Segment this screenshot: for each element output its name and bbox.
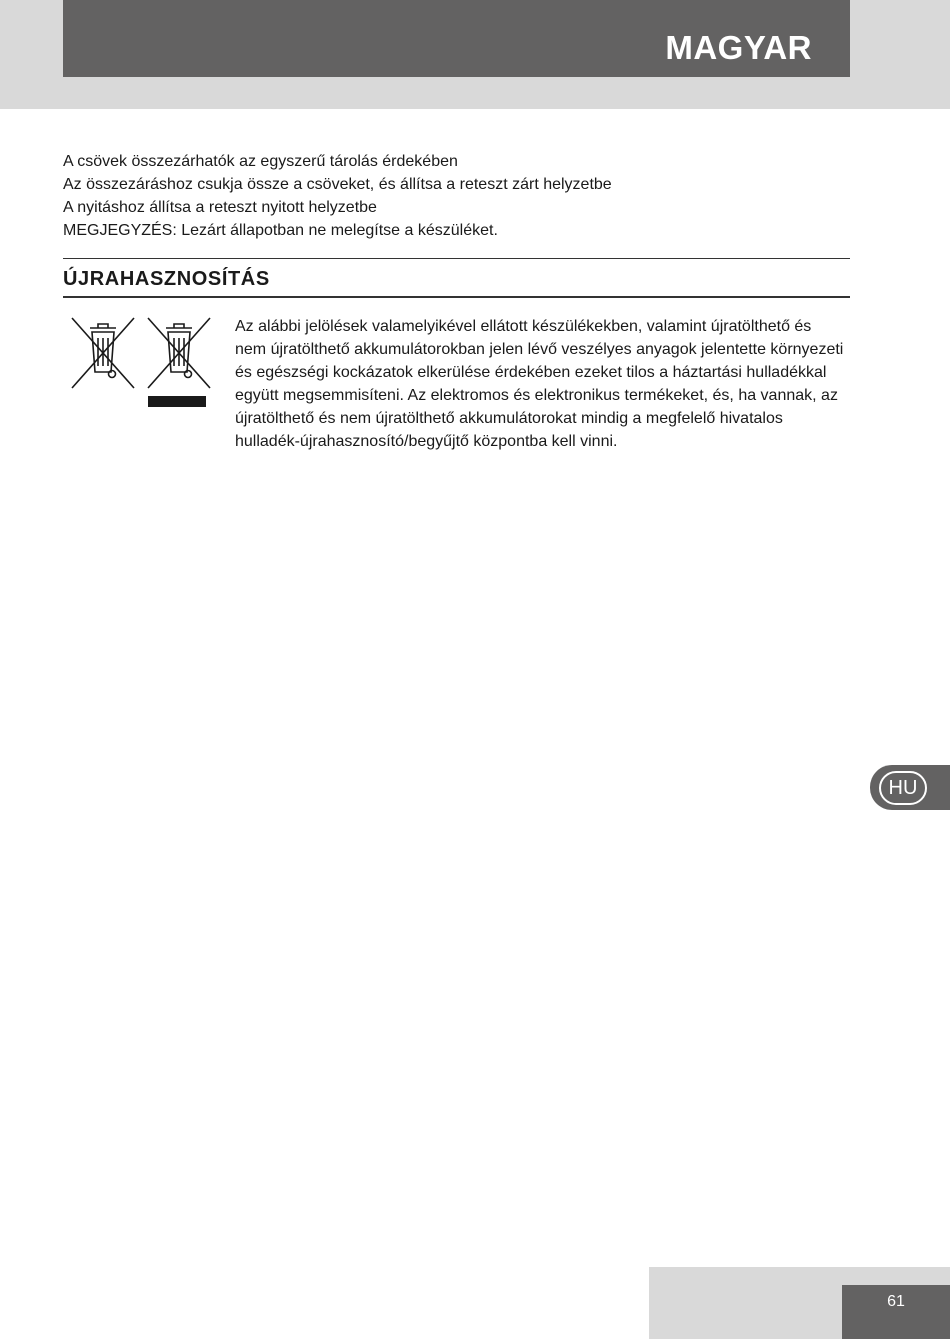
intro-line: Az összezáráshoz csukja össze a csöveket, és állítsa a reteszt zárt helyzetbe <box>63 176 612 193</box>
language-side-tab <box>870 765 950 810</box>
section-divider-top <box>63 258 850 259</box>
language-badge: HU <box>879 771 927 805</box>
intro-line: A nyitáshoz állítsa a reteszt nyitott helyzetbe <box>63 199 377 216</box>
section-divider-bottom <box>63 296 850 298</box>
weee-icons <box>68 314 214 410</box>
recycling-paragraph: Az alábbi jelölések valamelyikével ellátott készülékekben, valamint újratölthető és nem újratölthető akkumulátorokban jelen lévő veszélyes anyagok jelentette környezeti és egészségi kockázatok elkerülése érdekében ezeket tilos a háztartási hulladékkal együtt megsemmisíteni. Az elektromos és elektronikus termékeket, és, ha vannak, az újratölthető és nem újratölthető akkumulátorokat mindig a megfelelő hivatalos hulladék-újrahasznosító/begyűjtő központba kell vinni. <box>235 318 844 450</box>
language-header <box>63 0 850 77</box>
intro-line: A csövek összezárhatók az egyszerű tárolás érdekében <box>63 153 458 170</box>
section-title: ÚJRAHASZNOSÍTÁS <box>63 268 270 290</box>
language-title: MAGYAR <box>665 29 812 66</box>
intro-line: MEGJEGYZÉS: Lezárt állapotban ne melegítse a készüléket. <box>63 222 498 239</box>
intro-text <box>63 150 850 242</box>
crossed-out-wheelie-bin-icon <box>68 314 214 410</box>
page-number: 61 <box>887 1293 905 1310</box>
page-number-box <box>842 1285 950 1339</box>
